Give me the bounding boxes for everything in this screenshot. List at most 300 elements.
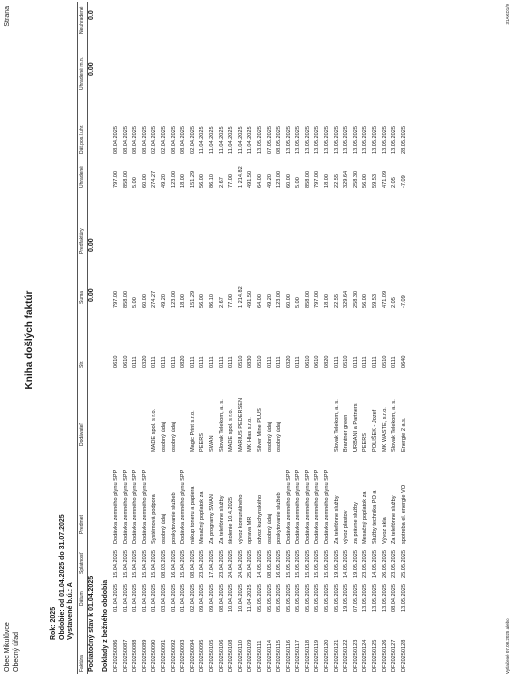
invoice-number: DF20250124 xyxy=(362,639,369,672)
invoice-paid: -7.09 xyxy=(400,175,407,188)
invoice-date: 13.05.2025 xyxy=(362,584,369,612)
invoice-number: DF20250106 xyxy=(218,639,225,672)
table-row xyxy=(112,2,122,674)
invoice-date: 05.05.2025 xyxy=(314,584,321,612)
invoice-paid-date: 13.05.2025 xyxy=(314,126,321,154)
invoice-number: DF20250110 xyxy=(237,640,244,672)
invoice-number: DF20250086 xyxy=(113,639,119,672)
invoice-paid-date: 08.04.2025 xyxy=(122,126,129,154)
invoice-paid-date: 02.04.2025 xyxy=(189,126,196,154)
invoice-supplier: Energie 2 a.s. xyxy=(400,417,407,452)
invoice-paid: 151.29 xyxy=(189,170,196,188)
invoice-number: DF20250126 xyxy=(381,639,388,672)
table-row xyxy=(160,2,170,674)
invoice-cost-center: 0510 xyxy=(237,355,244,368)
invoice-paid-date: 07.05.2025 xyxy=(266,126,273,154)
invoice-number: DF20250118 xyxy=(304,640,311,672)
invoice-paid-date: 11.04.2025 xyxy=(228,126,235,154)
invoice-due-date: 08.04.2025 xyxy=(189,550,196,578)
invoice-number: DF20250114 xyxy=(266,640,273,672)
invoice-subject: Dodávka zemného plynu SPP xyxy=(295,469,302,544)
invoice-paid: 258.30 xyxy=(352,170,359,188)
invoice-sum: 77.00 xyxy=(228,294,235,308)
column-header: Dátum xyxy=(79,591,85,606)
invoice-due-date: 23.05.2025 xyxy=(362,550,369,578)
invoice-sum: 5.00 xyxy=(132,297,139,308)
invoice-sum: 18.00 xyxy=(324,294,331,308)
invoice-sum: 151.29 xyxy=(189,290,196,308)
invoice-number: DF20250115 xyxy=(276,640,283,672)
invoice-cost-center: 0111 xyxy=(208,356,215,368)
invoice-subject: za právne služby xyxy=(352,502,359,544)
invoice-sum: 60.00 xyxy=(141,294,148,308)
footer-page-code: 31AKD1/9 xyxy=(505,4,510,25)
table-row xyxy=(390,2,400,674)
invoice-paid: 471.09 xyxy=(381,170,388,188)
invoice-due-date: 15.04.2025 xyxy=(113,550,119,578)
invoice-number: DF20250122 xyxy=(343,639,350,672)
invoice-due-date: 19.05.2025 xyxy=(333,550,340,578)
invoice-due-date: 15.04.2025 xyxy=(151,550,158,578)
invoice-cost-center: 0111 xyxy=(218,356,225,368)
invoice-cost-center: 0111 xyxy=(132,356,139,368)
invoice-subject: Za telefónne služby xyxy=(391,495,398,544)
invoice-supplier: Slovak Telekom, a. s. xyxy=(218,399,225,452)
invoice-supplier: Slovak Telekom, a. s. xyxy=(391,399,398,452)
invoice-cost-center: 0111 xyxy=(228,356,235,368)
column-header: Uhradené xyxy=(79,166,85,188)
organization-name: Obec Mikulůvce xyxy=(4,622,11,672)
invoice-paid-date: 13.05.2025 xyxy=(372,126,379,154)
column-header: Dodávateľ xyxy=(79,423,85,446)
invoice-subject: Za telefónne služby xyxy=(218,495,225,544)
table-row xyxy=(352,2,362,674)
invoice-sum: 258.30 xyxy=(352,290,359,308)
invoice-supplier: Brantner green xyxy=(343,414,350,452)
invoice-subject: Za telefónne služby xyxy=(333,495,340,544)
invoice-paid: 77.00 xyxy=(228,174,235,188)
invoice-subject: oprava MR xyxy=(247,516,254,544)
invoice-due-date: 23.05.2025 xyxy=(391,550,398,578)
invoice-sum: 2.05 xyxy=(391,297,398,308)
invoice-cost-center: 0830 xyxy=(247,355,254,368)
invoice-supplier: URBANI a Partners xyxy=(352,403,359,452)
invoice-paid-date: 02.04.2025 xyxy=(160,126,167,154)
invoice-subject: Dodávka zemného plynu SPP xyxy=(113,469,119,544)
invoice-cost-center: 0510 xyxy=(343,355,350,368)
invoice-date: 05.05.2025 xyxy=(295,584,302,612)
table-row xyxy=(275,2,285,674)
invoice-paid-date: 13.05.2025 xyxy=(381,126,388,154)
invoice-paid-date: 13.05.2025 xyxy=(362,126,369,154)
invoice-subject: Dodávka zemného plynu SPP xyxy=(141,469,148,544)
invoice-subject: odvoz kuchynského xyxy=(256,494,263,544)
invoice-paid-date: 08.04.2025 xyxy=(180,126,187,154)
table-row xyxy=(400,2,410,674)
invoice-subject: Mesačný poplatok za xyxy=(199,491,206,544)
invoice-cost-center: 0320 xyxy=(141,355,148,368)
invoice-date: 08.04.2025 xyxy=(218,584,225,612)
invoice-due-date: 15.04.2025 xyxy=(141,550,148,578)
invoice-sum: 471.09 xyxy=(381,290,388,308)
invoice-paid-date: 08.04.2025 xyxy=(141,126,148,154)
invoice-paid-date: 11.04.2025 xyxy=(208,126,215,154)
invoice-number: DF20250111 xyxy=(256,640,263,672)
print-footer: Vytlačené 07.08.2025 alebo xyxy=(505,618,510,674)
invoice-due-date: 25.05.2025 xyxy=(400,550,407,578)
invoice-supplier: Silver Mine PLUS xyxy=(256,408,263,452)
invoice-table-body xyxy=(112,2,409,674)
invoice-due-date: 16.04.2025 xyxy=(170,550,177,578)
initial-balance-unpaid: 0.0 xyxy=(88,10,95,20)
invoice-date: 05.05.2025 xyxy=(256,584,263,612)
invoice-cost-center: 0111 xyxy=(372,356,379,368)
invoice-sum: 56.00 xyxy=(362,294,369,308)
invoice-paid: 5.00 xyxy=(295,177,302,188)
invoice-supplier: osobný údaj xyxy=(160,421,167,452)
invoice-due-date: 15.05.2025 xyxy=(314,550,321,578)
invoice-paid: 64.00 xyxy=(256,174,263,188)
invoice-cost-center: 0820 xyxy=(324,355,331,368)
invoice-paid-date: 11.04.2025 xyxy=(247,126,254,154)
invoice-number: DF20250094 xyxy=(189,639,196,672)
invoice-cost-center: 0510 xyxy=(381,355,388,368)
column-header: Suma xyxy=(79,290,85,304)
table-row xyxy=(313,2,323,674)
invoice-sum: -7.09 xyxy=(400,295,407,308)
invoice-supplier: MADE spol. s r.o. xyxy=(151,408,158,452)
invoice-sum: 2.67 xyxy=(218,297,225,308)
invoice-cost-center: 0111 xyxy=(276,356,283,368)
invoice-paid-date: 08.04.2025 xyxy=(132,126,139,154)
invoice-cost-center: 0610 xyxy=(314,355,321,368)
invoice-paid: 60.00 xyxy=(285,174,292,188)
invoice-date: 01.04.2025 xyxy=(132,584,139,612)
invoice-subject: Dodávka zemného plynu SPP xyxy=(324,469,331,544)
invoice-cost-center: 0111 xyxy=(295,356,302,368)
invoice-date: 01.04.2025 xyxy=(113,584,119,612)
table-row xyxy=(218,2,228,674)
table-row xyxy=(256,2,266,674)
invoice-number: DF20250105 xyxy=(208,639,215,672)
invoice-sum: 858.00 xyxy=(304,290,311,308)
invoice-paid-date: 08.04.2025 xyxy=(113,126,119,154)
invoice-paid: 86.10 xyxy=(208,174,215,188)
invoice-paid: 18.00 xyxy=(180,174,187,188)
invoice-number: DF20250095 xyxy=(199,639,206,672)
invoice-date: 10.04.2025 xyxy=(228,584,235,612)
invoice-number: DF20250116 xyxy=(285,640,292,672)
section-label: Doklady z bežného obdobia xyxy=(102,579,109,672)
invoice-paid-date: 13.05.2025 xyxy=(352,126,359,154)
invoice-date: 05.05.2025 xyxy=(266,584,273,612)
invoice-paid: 858.00 xyxy=(304,170,311,188)
invoice-supplier: MK WASTE, s.r.o. xyxy=(381,407,388,452)
invoice-subject: poskytovanie služieb xyxy=(276,492,283,544)
invoice-due-date: 19.05.2025 xyxy=(352,550,359,578)
invoice-paid: 123.00 xyxy=(276,170,283,188)
invoice-subject: Služby technika PO a xyxy=(372,490,379,544)
invoice-subject: školenie 10.4.2025 xyxy=(228,497,235,544)
invoice-sum: 56.00 xyxy=(199,294,206,308)
param-year xyxy=(50,607,57,640)
column-header: Faktúra xyxy=(79,655,85,672)
invoice-number: DF20250090 xyxy=(151,639,158,672)
invoice-supplier: osobný údaj xyxy=(170,421,177,452)
invoice-paid-date: 11.04.2025 xyxy=(199,126,206,154)
param-year-value: 2025 xyxy=(50,606,57,623)
invoice-sum: 49.20 xyxy=(266,294,273,308)
initial-balance-paid-fc: 0.00 xyxy=(88,62,95,76)
invoice-due-date: 15.04.2025 xyxy=(180,550,187,578)
invoice-subject: Dodávka zemného plynu SPP xyxy=(122,469,129,544)
invoice-number: DF20250108 xyxy=(228,639,235,672)
invoice-due-date: 15.05.2025 xyxy=(324,550,331,578)
invoice-cost-center: 0111 xyxy=(151,356,158,368)
table-row xyxy=(304,2,314,674)
invoice-supplier: Slovak Telekom, a. s. xyxy=(333,399,340,452)
invoice-cost-center: 0111 xyxy=(189,356,196,368)
invoice-supplier: MK Hlas s.r.o. xyxy=(247,417,254,452)
invoice-cost-center: 0111 xyxy=(333,356,340,368)
initial-balance-label: Počiatočný stav k 01.04.2025 xyxy=(88,575,95,672)
invoice-supplier: PEERS xyxy=(362,433,369,452)
table-row xyxy=(381,2,391,674)
invoice-paid: 123.00 xyxy=(170,170,177,188)
invoice-date: 05.05.2025 xyxy=(333,584,340,612)
invoice-date: 01.04.2025 xyxy=(141,584,148,612)
table-row xyxy=(198,2,208,674)
invoice-date: 11.04.2025 xyxy=(247,584,254,612)
invoice-subject: Mesačný poplatok za xyxy=(362,491,369,544)
invoice-subject: Vývoz skla xyxy=(381,517,388,544)
invoice-date: 01.04.2025 xyxy=(122,584,129,612)
invoice-date: 19.05.2025 xyxy=(343,584,350,612)
invoice-cost-center: 0610 xyxy=(122,355,129,368)
invoice-number: DF20250128 xyxy=(400,639,407,672)
invoice-cost-center: 0111 xyxy=(362,356,369,368)
invoice-subject: Dodávka zemného plynu SPP xyxy=(314,469,321,544)
invoice-paid: 56.00 xyxy=(362,174,369,188)
invoice-due-date: 14.05.2025 xyxy=(256,550,263,578)
invoice-number: DF20250120 xyxy=(324,639,331,672)
invoice-paid-date: 13.05.2025 xyxy=(324,126,331,154)
table-row xyxy=(227,2,237,674)
table-row xyxy=(294,2,304,674)
invoice-supplier: PEERS xyxy=(199,433,206,452)
invoice-due-date: 16.05.2025 xyxy=(276,550,283,578)
invoice-date: 09.04.2025 xyxy=(199,584,206,612)
invoice-subject: Dodávka zemného plynu SPP xyxy=(132,469,139,544)
invoice-paid: 18.00 xyxy=(324,174,331,188)
column-header: Predmet xyxy=(79,515,85,534)
invoice-subject: Za programy SWAN xyxy=(208,494,215,544)
invoice-date: 02.04.2025 xyxy=(189,584,196,612)
invoice-subject: Dodávka zemného plynu SPP xyxy=(285,469,292,544)
table-row xyxy=(361,2,371,674)
invoice-date: 10.04.2025 xyxy=(237,584,244,612)
table-row xyxy=(237,2,247,674)
param-issued-value: A xyxy=(67,582,74,588)
table-row xyxy=(189,2,199,674)
invoice-sum: 274.27 xyxy=(151,290,158,308)
invoice-paid: 329.64 xyxy=(343,170,350,188)
invoice-due-date: 24.04.2025 xyxy=(228,550,235,578)
invoice-supplier: Magic Print s.r.o. xyxy=(189,410,196,452)
invoice-number: DF20250109 xyxy=(247,639,254,672)
invoice-sum: 329.64 xyxy=(343,290,350,308)
invoice-cost-center: 0820 xyxy=(180,355,187,368)
invoice-date: 01.04.2025 xyxy=(180,584,187,612)
invoice-due-date: 14.05.2025 xyxy=(343,550,350,578)
column-header: Dát.pos.l.uhr. xyxy=(79,124,85,154)
invoice-supplier: POLIŠEK - Jozef xyxy=(372,409,379,452)
param-period-value: od 01.04.2025 do 31.07.2025 xyxy=(59,514,66,608)
invoice-date: 03.04.2025 xyxy=(160,584,167,612)
table-row xyxy=(285,2,295,674)
invoice-cost-center: 0640 xyxy=(400,355,407,368)
invoice-due-date: 25.04.2025 xyxy=(247,550,254,578)
invoice-number: DF20250125 xyxy=(372,639,379,672)
invoice-sum: 123.00 xyxy=(170,290,177,308)
table-row xyxy=(179,2,189,674)
invoice-paid: 2.05 xyxy=(391,177,398,188)
invoice-paid: 491.50 xyxy=(247,170,254,188)
invoice-sum: 123.00 xyxy=(276,290,283,308)
param-period-label: Obdobie: xyxy=(59,609,66,640)
invoice-date: 01.04.2025 xyxy=(151,584,158,612)
invoice-cost-center: 0111 xyxy=(170,356,177,368)
table-row xyxy=(208,2,218,674)
invoice-paid-date: 08.05.2025 xyxy=(276,126,283,154)
table-row xyxy=(371,2,381,674)
invoice-paid-date: 11.04.2025 xyxy=(218,126,225,154)
initial-balance-sum: 0.00 xyxy=(88,288,95,302)
invoice-paid: 60.00 xyxy=(141,174,148,188)
invoice-date: 05.05.2025 xyxy=(276,584,283,612)
invoice-paid-date: 13.05.2025 xyxy=(343,126,350,154)
invoice-supplier: osobný údaj xyxy=(266,421,273,452)
table-row xyxy=(333,2,343,674)
invoice-cost-center: 0111 xyxy=(391,356,398,368)
invoice-date: 05.05.2025 xyxy=(324,584,331,612)
table-row xyxy=(266,2,276,674)
invoice-subject: Dodávka zemného plynu SPP xyxy=(180,469,187,544)
param-issued xyxy=(67,582,74,640)
invoice-due-date: 26.05.2025 xyxy=(381,550,388,578)
table-row xyxy=(131,2,141,674)
invoice-due-date: 23.04.2025 xyxy=(199,550,206,578)
invoice-paid: 797.00 xyxy=(314,170,321,188)
table-row xyxy=(342,2,352,674)
invoice-number: DF20250123 xyxy=(352,639,359,672)
param-issued-label: Vystavené b.ú.: xyxy=(67,588,74,640)
invoice-number: DF20250087 xyxy=(122,639,129,672)
invoice-subject: vývoz plastov xyxy=(343,510,350,544)
invoice-paid-date: 13.05.2025 xyxy=(295,126,302,154)
invoice-subject: Systémová podpora xyxy=(151,494,158,544)
invoice-paid: 1 214.82 xyxy=(237,166,244,188)
invoice-date: 01.04.2025 xyxy=(170,584,177,612)
param-period xyxy=(59,514,66,640)
invoice-cost-center: 0320 xyxy=(285,355,292,368)
invoice-due-date: 15.05.2025 xyxy=(295,550,302,578)
invoice-cost-center: 0610 xyxy=(113,355,119,368)
invoice-number: DF20250091 xyxy=(160,639,167,672)
invoice-sum: 59.53 xyxy=(372,294,379,308)
invoice-due-date: 24.04.2025 xyxy=(237,550,244,578)
invoice-due-date: 08.05.2025 xyxy=(266,550,273,578)
table-row xyxy=(246,2,256,674)
invoice-subject: osobný údaj xyxy=(160,513,167,544)
column-header: Predfaktúry xyxy=(79,228,85,254)
invoice-number: DF20250092 xyxy=(170,639,177,672)
invoice-subject: poskytovanie služieb xyxy=(170,492,177,544)
invoice-number: DF20250121 xyxy=(333,639,340,672)
invoice-sum: 797.00 xyxy=(113,290,119,308)
invoice-paid: 49.20 xyxy=(266,174,273,188)
invoice-cost-center: 0510 xyxy=(256,355,263,368)
invoice-subject: spotreba el. energie VO xyxy=(400,484,407,544)
organization-office: Obecný úřad xyxy=(13,631,20,672)
invoice-date: 13.05.2025 xyxy=(372,584,379,612)
invoice-paid-date: 13.05.2025 xyxy=(333,126,340,154)
invoice-sum: 86.10 xyxy=(208,294,215,308)
invoice-date: 13.05.2025 xyxy=(381,584,388,612)
table-row xyxy=(323,2,333,674)
invoice-supplier: MADE spol. s r.o. xyxy=(228,408,235,452)
invoice-number: DF20250117 xyxy=(295,640,302,672)
invoice-paid-date: 28.05.2025 xyxy=(400,126,407,154)
invoice-cost-center: 0111 xyxy=(160,356,167,368)
invoice-due-date: 15.04.2025 xyxy=(132,550,139,578)
invoice-supplier: MARIUS PEDERSEN xyxy=(237,397,244,452)
invoice-subject: vývoz komunálneho xyxy=(237,494,244,544)
invoice-paid: 2.67 xyxy=(218,177,225,188)
invoice-number: DF20250089 xyxy=(141,639,148,672)
invoice-sum: 64.00 xyxy=(256,294,263,308)
invoice-due-date: 15.04.2025 xyxy=(122,550,129,578)
invoice-due-date: 14.05.2025 xyxy=(372,550,379,578)
invoice-subject: Dodávka zemného plynu SPP xyxy=(304,469,311,544)
table-row xyxy=(141,2,151,674)
invoice-paid-date: 13.05.2025 xyxy=(285,126,292,154)
invoice-paid: 22.55 xyxy=(333,174,340,188)
table-row xyxy=(170,2,180,674)
invoice-paid: 56.00 xyxy=(199,174,206,188)
invoice-cost-center: 0111 xyxy=(352,356,359,368)
invoice-paid: 858.00 xyxy=(122,170,129,188)
invoice-paid: 49.20 xyxy=(160,174,167,188)
column-header: Uhradené m.n. xyxy=(79,56,85,90)
param-year-label: Rok: xyxy=(50,624,57,640)
invoice-cost-center: 0111 xyxy=(199,356,206,368)
invoice-date: 09.04.2025 xyxy=(208,584,215,612)
invoice-sum: 797.00 xyxy=(314,290,321,308)
table-row xyxy=(150,2,160,674)
column-header: Str. xyxy=(79,360,85,368)
invoice-paid-date: 11.04.2025 xyxy=(237,126,244,154)
invoice-sum: 60.00 xyxy=(285,294,292,308)
page-label: Strana xyxy=(4,6,11,27)
invoice-subject: nákup toneru a papiera xyxy=(189,486,196,544)
invoice-number: DF20250119 xyxy=(314,640,321,672)
invoice-due-date: 15.05.2025 xyxy=(304,550,311,578)
invoice-cost-center: 0111 xyxy=(266,356,273,368)
invoice-due-date: 15.05.2025 xyxy=(285,550,292,578)
invoice-due-date: 08.03.2025 xyxy=(160,550,167,578)
invoice-sum: 858.00 xyxy=(122,290,129,308)
